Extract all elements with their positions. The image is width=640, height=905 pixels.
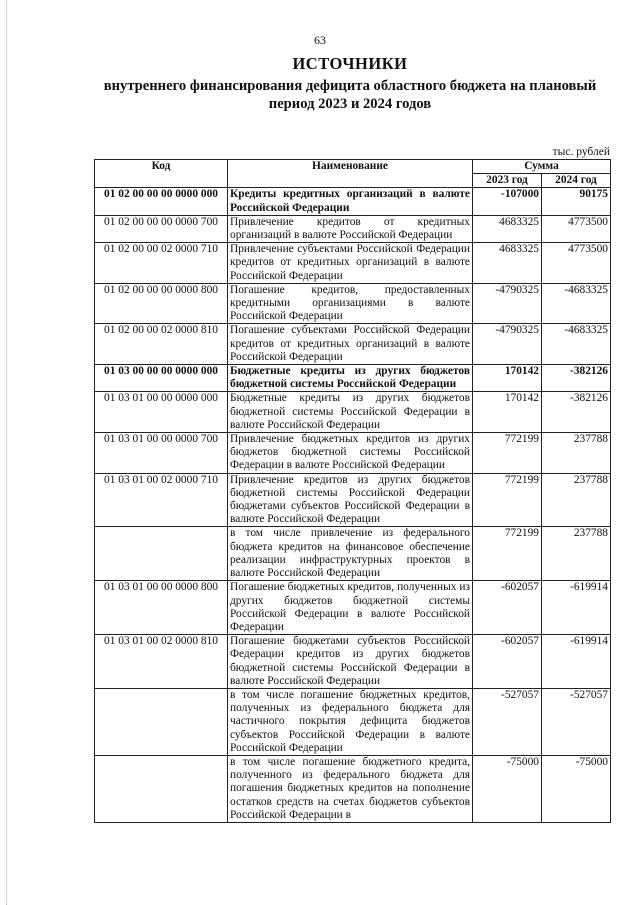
table-row — [95, 243, 611, 284]
page-edge-line — [6, 0, 7, 905]
row-value-2023-cell: -4790325 — [473, 324, 542, 365]
row-value-2024-cell: 4773500 — [542, 243, 611, 284]
document-title: ИСТОЧНИКИ — [292, 54, 408, 73]
row-name-cell: в том числе погашение бюджетного кредита, полученного из федерального бюджета для погашения бюджетных кредитов на пополнение остатков средств на счетах бюджетов субъектов Российской Федерации в — [228, 755, 473, 822]
row-value-2023-cell: 4683325 — [473, 215, 542, 242]
table-row — [95, 433, 611, 474]
row-code-cell: 01 03 00 00 00 0000 000 — [95, 365, 228, 392]
row-code-cell: 01 02 00 00 00 0000 700 — [95, 215, 228, 242]
row-value-2023-cell: -75000 — [473, 755, 542, 822]
row-name-cell: Погашение бюджетных кредитов, полученных из других бюджетов бюджетной системы Российской Федерации в валюте Российской Федерации — [228, 581, 473, 635]
document-subtitle — [80, 77, 620, 113]
row-value-2024-cell: -619914 — [542, 635, 611, 689]
row-code-cell: 01 03 01 00 02 0000 810 — [95, 635, 228, 689]
row-value-2024-cell: -619914 — [542, 581, 611, 635]
row-value-2024-cell: 237788 — [542, 473, 611, 527]
row-name-cell: Погашение субъектами Российской Федерации кредитов от кредитных организаций в валюте Российской Федерации — [228, 324, 473, 365]
row-code-cell: 01 02 00 00 00 0000 000 — [95, 188, 228, 215]
row-name-cell: Бюджетные кредиты из других бюджетов бюджетной системы Российской Федерации в валюте Российской Федерации — [228, 392, 473, 433]
table-row — [95, 324, 611, 365]
row-value-2024-cell: -527057 — [542, 688, 611, 755]
row-code-cell: 01 03 01 00 00 0000 800 — [95, 581, 228, 635]
row-code-cell: 01 03 01 00 02 0000 710 — [95, 473, 228, 527]
financing-sources-table — [94, 159, 611, 823]
header-year-2023: 2023 год — [473, 174, 542, 188]
row-value-2023-cell: 170142 — [473, 392, 542, 433]
row-value-2024-cell: -75000 — [542, 755, 611, 822]
table-row — [95, 215, 611, 242]
row-code-cell — [95, 688, 228, 755]
row-value-2023-cell: 4683325 — [473, 243, 542, 284]
table-row — [95, 755, 611, 822]
row-value-2023-cell: -527057 — [473, 688, 542, 755]
row-value-2023-cell: 772199 — [473, 527, 542, 581]
row-name-cell: в том числе погашение бюджетных кредитов, полученных из федерального бюджета для частичного покрытия дефицита бюджетов субъектов Российской Федерации в валюте Российской Федерации — [228, 688, 473, 755]
row-value-2023-cell: -4790325 — [473, 283, 542, 324]
row-value-2023-cell: -602057 — [473, 581, 542, 635]
row-value-2024-cell: -382126 — [542, 392, 611, 433]
header-name: Наименование — [228, 160, 473, 188]
row-value-2023-cell: -107000 — [473, 188, 542, 215]
row-code-cell: 01 03 01 00 00 0000 700 — [95, 433, 228, 474]
row-code-cell: 01 02 00 00 00 0000 800 — [95, 283, 228, 324]
table-row — [95, 473, 611, 527]
table-header-row — [95, 160, 611, 174]
table-row — [95, 283, 611, 324]
row-name-cell: Привлечение кредитов из других бюджетов бюджетной системы Российской Федерации бюджетами субъектов Российской Федерации в валюте Российской Федерации — [228, 473, 473, 527]
header-code: Код — [95, 160, 228, 188]
table-body — [95, 188, 611, 823]
table-row — [95, 188, 611, 215]
row-value-2023-cell: 772199 — [473, 473, 542, 527]
row-value-2023-cell: -602057 — [473, 635, 542, 689]
row-name-cell: Бюджетные кредиты из других бюджетов бюджетной системы Российской Федерации — [228, 365, 473, 392]
row-value-2024-cell: -382126 — [542, 365, 611, 392]
row-name-cell: Привлечение бюджетных кредитов из других бюджетов бюджетной системы Российской Федерации в валюте Российской Федерации — [228, 433, 473, 474]
table-row — [95, 635, 611, 689]
row-code-cell — [95, 527, 228, 581]
row-name-cell: Привлечение субъектами Российской Федерации кредитов от кредитных организаций в валюте Российской Федерации — [228, 243, 473, 284]
row-name-cell: Погашение кредитов, предоставленных кредитными организациями в валюте Российской Федерации — [228, 283, 473, 324]
subtitle-line: период 2023 и 2024 годов — [268, 96, 432, 112]
row-value-2024-cell: 4773500 — [542, 215, 611, 242]
table-row — [95, 392, 611, 433]
row-name-cell: Погашение бюджетами субъектов Российской Федерации кредитов из других бюджетов бюджетной системы Российской Федерации в валюте Российской Федерации — [228, 635, 473, 689]
subtitle-line: внутреннего финансирования дефицита областного бюджета на плановый — [103, 78, 597, 94]
row-value-2023-cell: 170142 — [473, 365, 542, 392]
row-code-cell — [95, 755, 228, 822]
row-value-2024-cell: -4683325 — [542, 283, 611, 324]
row-value-2024-cell: 237788 — [542, 527, 611, 581]
page-number: 63 — [314, 33, 326, 47]
header-sum: Сумма — [473, 160, 611, 174]
row-name-cell: в том числе привлечение из федерального бюджета кредитов на финансовое обеспечение реализации инфраструктурных проектов в валюте Российской Федерации — [228, 527, 473, 581]
row-code-cell: 01 02 00 00 02 0000 710 — [95, 243, 228, 284]
units-label: тыс. рублей — [552, 146, 610, 158]
table-row — [95, 365, 611, 392]
row-name-cell: Привлечение кредитов от кредитных организаций в валюте Российской Федерации — [228, 215, 473, 242]
row-value-2024-cell: 237788 — [542, 433, 611, 474]
row-name-cell: Кредиты кредитных организаций в валюте Российской Федерации — [228, 188, 473, 215]
header-year-2024: 2024 год — [542, 174, 611, 188]
row-code-cell: 01 03 01 00 00 0000 000 — [95, 392, 228, 433]
row-code-cell: 01 02 00 00 02 0000 810 — [95, 324, 228, 365]
row-value-2024-cell: -4683325 — [542, 324, 611, 365]
table-row — [95, 527, 611, 581]
row-value-2024-cell: 90175 — [542, 188, 611, 215]
row-value-2023-cell: 772199 — [473, 433, 542, 474]
table-row — [95, 688, 611, 755]
table-row — [95, 581, 611, 635]
